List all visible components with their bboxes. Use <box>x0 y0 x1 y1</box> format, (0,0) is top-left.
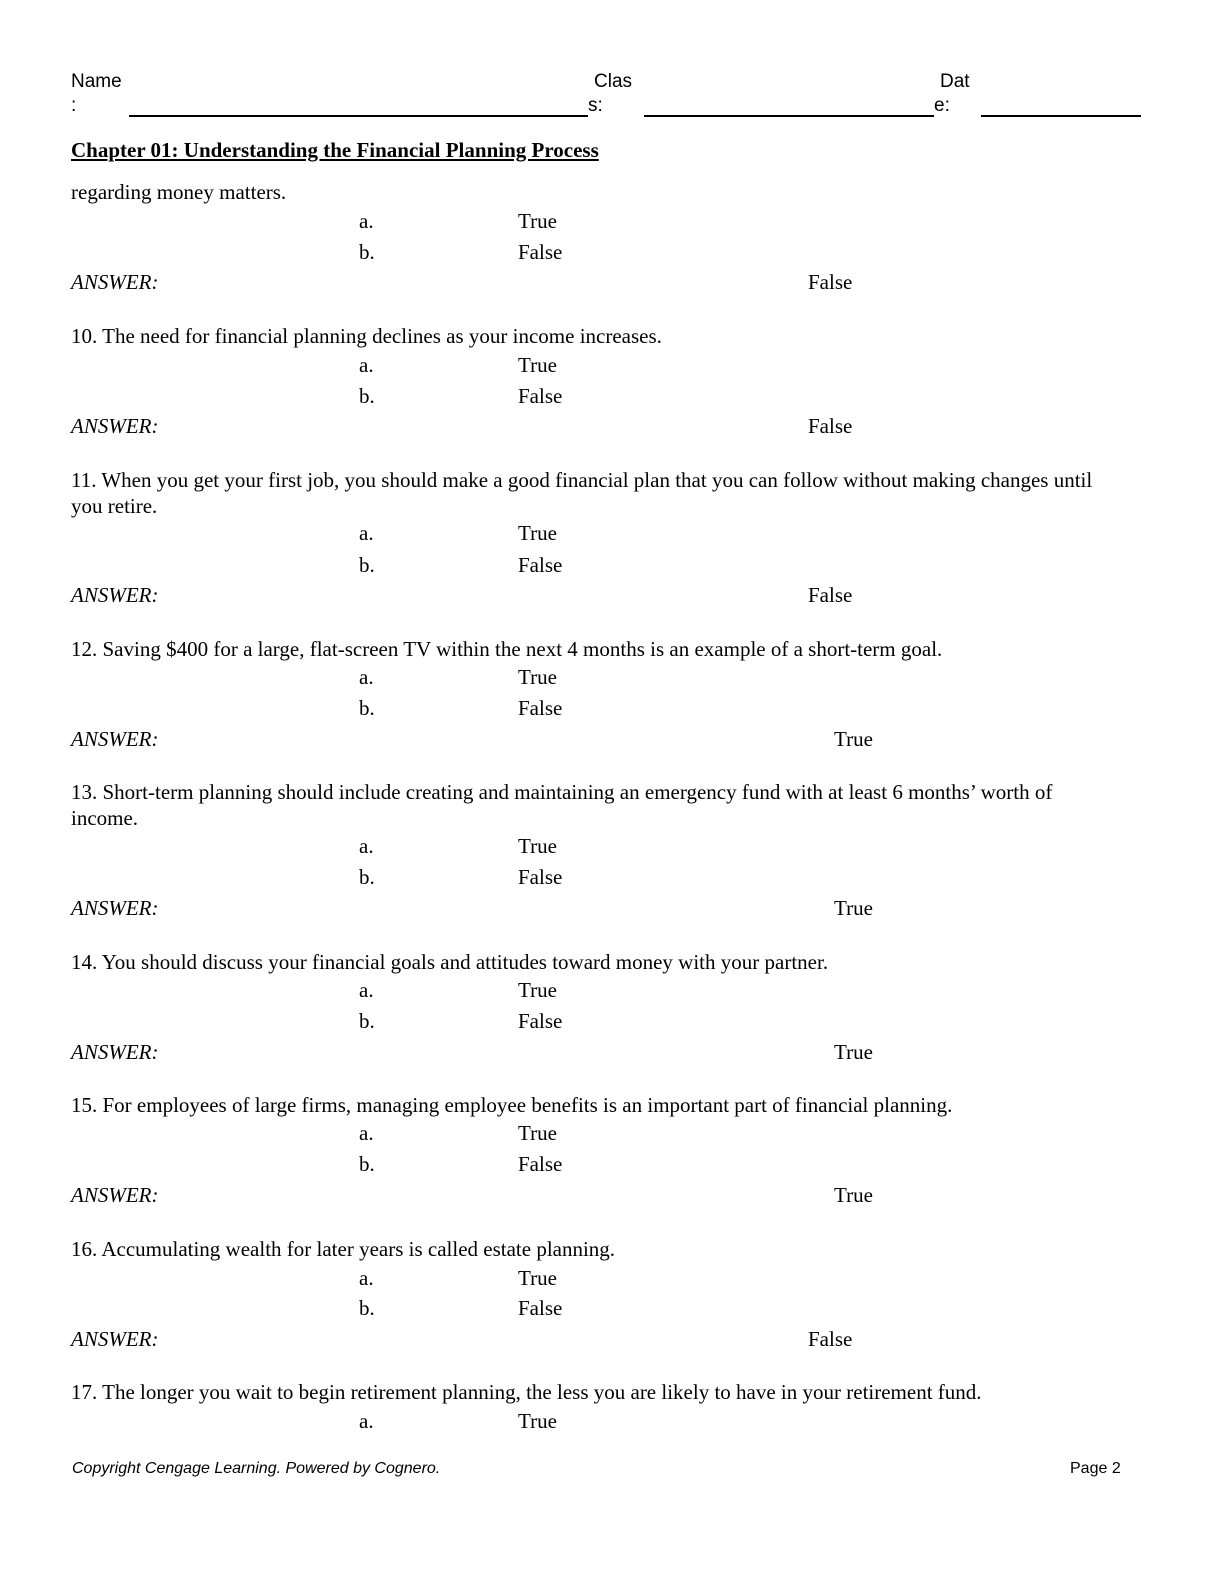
question-prompt-continued: you retire. <box>71 494 158 518</box>
answer-value: True <box>834 727 873 751</box>
answer-value: True <box>834 1183 873 1207</box>
option-text: False <box>518 553 563 577</box>
class-field-label <box>588 70 632 118</box>
option-text: True <box>518 521 557 545</box>
option-text: False <box>518 1296 563 1320</box>
answer-value: False <box>808 270 853 294</box>
question-prompt: 12. Saving $400 for a large, flat-screen TV within the next 4 months is an example of a short-term goal. <box>71 637 943 661</box>
answer-label: ANSWER: <box>71 1327 159 1351</box>
answer-value: False <box>808 1327 853 1351</box>
class-label: Clas <box>594 71 633 92</box>
option-letter: b. <box>359 1009 375 1033</box>
option-text: True <box>518 1121 557 1145</box>
option-letter: a. <box>359 209 374 233</box>
footer-page-number: Page 2 <box>1070 1460 1121 1477</box>
option-letter: a. <box>359 1121 374 1145</box>
option-letter: a. <box>359 521 374 545</box>
answer-value: True <box>834 1040 873 1064</box>
question-prompt: 11. When you get your first job, you should make a good financial plan that you can follow without making changes until <box>71 468 1093 492</box>
option-letter: b. <box>359 384 375 408</box>
class-blank-line[interactable] <box>644 115 934 117</box>
option-text: True <box>518 978 557 1002</box>
option-letter: a. <box>359 1266 374 1290</box>
option-text: True <box>518 1266 557 1290</box>
question-prompt: regarding money matters. <box>71 180 287 204</box>
name-blank-line[interactable] <box>129 115 588 117</box>
option-text: True <box>518 834 557 858</box>
option-letter: b. <box>359 240 375 264</box>
question-prompt: 16. Accumulating wealth for later years is called estate planning. <box>71 1237 616 1261</box>
answer-label: ANSWER: <box>71 414 159 438</box>
option-text: False <box>518 240 563 264</box>
answer-label: ANSWER: <box>71 896 159 920</box>
name-label: Name <box>71 71 122 92</box>
option-letter: b. <box>359 1152 375 1176</box>
option-letter: b. <box>359 553 375 577</box>
answer-label: ANSWER: <box>71 727 159 751</box>
option-text: False <box>518 1152 563 1176</box>
option-letter: b. <box>359 1296 375 1320</box>
option-text: False <box>518 865 563 889</box>
question-prompt: 14. You should discuss your financial goals and attitudes toward money with your partner. <box>71 950 829 974</box>
answer-label: ANSWER: <box>71 270 159 294</box>
option-text: True <box>518 209 557 233</box>
date-label-suffix: e: <box>934 95 950 116</box>
answer-value: False <box>808 414 853 438</box>
question-prompt: 15. For employees of large firms, managing employee benefits is an important part of financial planning. <box>71 1093 953 1117</box>
option-letter: b. <box>359 865 375 889</box>
answer-label: ANSWER: <box>71 1183 159 1207</box>
chapter-title: Chapter 01: Understanding the Financial Planning Process <box>71 138 599 162</box>
option-letter: a. <box>359 353 374 377</box>
option-letter: b. <box>359 696 375 720</box>
option-text: True <box>518 665 557 689</box>
answer-label: ANSWER: <box>71 583 159 607</box>
answer-value: False <box>808 583 853 607</box>
option-letter: a. <box>359 978 374 1002</box>
date-label: Dat <box>940 71 970 92</box>
footer-copyright: Copyright Cengage Learning. Powered by Cognero. <box>72 1460 441 1477</box>
class-label-suffix: s: <box>588 95 603 116</box>
option-text: False <box>518 696 563 720</box>
question-prompt: 10. The need for financial planning declines as your income increases. <box>71 324 662 348</box>
question-prompt: 17. The longer you wait to begin retirement planning, the less you are likely to have in your retirement fund. <box>71 1380 982 1404</box>
date-field-label <box>934 70 970 118</box>
option-text: False <box>518 1009 563 1033</box>
option-letter: a. <box>359 834 374 858</box>
option-letter: a. <box>359 1409 374 1433</box>
question-prompt-continued: income. <box>71 806 139 830</box>
option-text: True <box>518 353 557 377</box>
name-field-label <box>71 70 122 118</box>
question-prompt: 13. Short-term planning should include creating and maintaining an emergency fund with at least 6 months’ worth of <box>71 780 1053 804</box>
option-text: True <box>518 1409 557 1433</box>
answer-value: True <box>834 896 873 920</box>
date-blank-line[interactable] <box>981 115 1141 117</box>
answer-label: ANSWER: <box>71 1040 159 1064</box>
name-label-colon: : <box>71 95 77 116</box>
option-letter: a. <box>359 665 374 689</box>
option-text: False <box>518 384 563 408</box>
